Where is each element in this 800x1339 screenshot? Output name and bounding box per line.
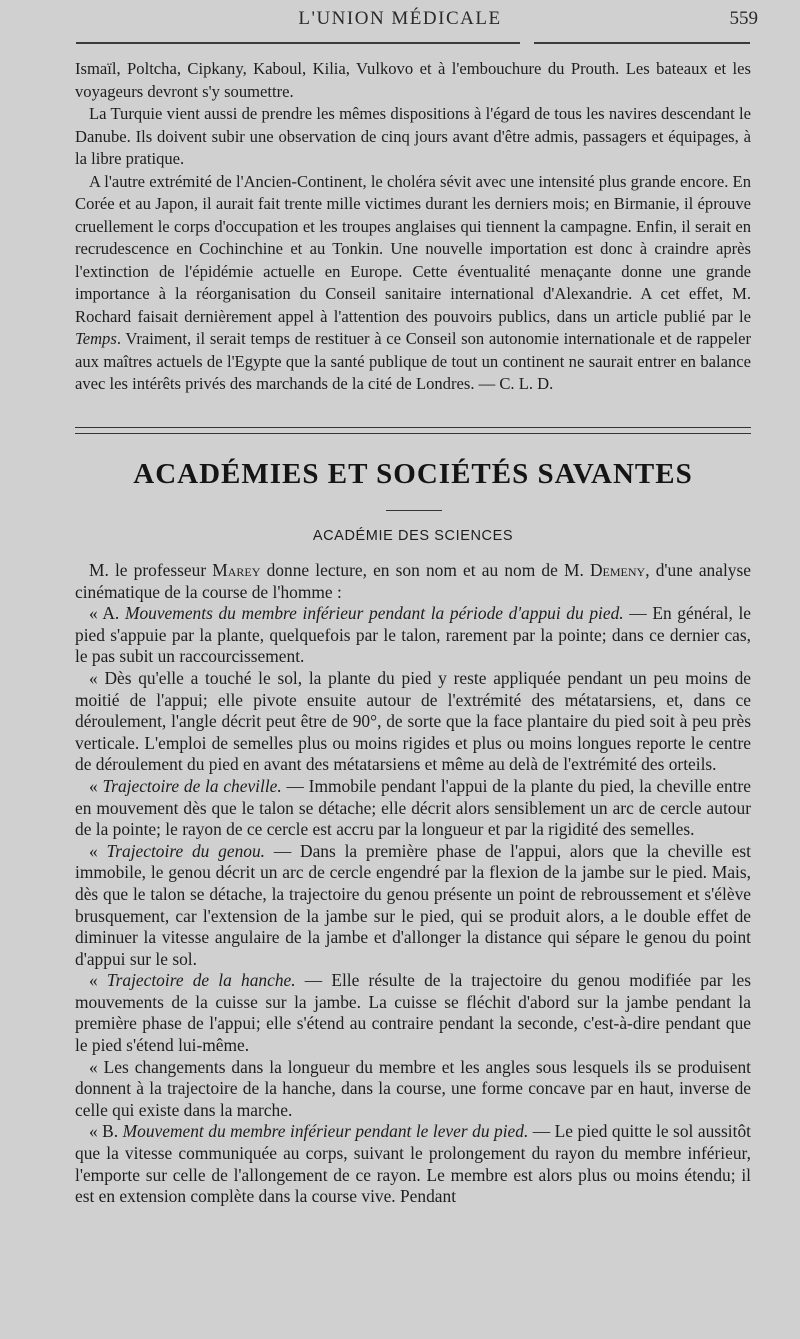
subsection-heading: Trajectoire de la cheville. — [102, 775, 282, 796]
author-name: Marey — [212, 560, 261, 580]
header-rule — [534, 42, 750, 44]
paragraph-text: « — [89, 775, 98, 796]
header-rule — [76, 42, 520, 44]
paragraph — [75, 560, 751, 603]
paragraph — [75, 1121, 751, 1207]
paragraph-text: « B. — [89, 1121, 119, 1142]
subsection-title: ACADÉMIE DES SCIENCES — [312, 528, 514, 544]
paragraph — [75, 776, 751, 841]
page-number: 559 — [729, 8, 758, 29]
paragraph-text: — Dans la première phase de l'appui, alors que la cheville est immobile, le genou décrit un arc de cercle engendré par la flexion de la jambe sur le pied. Mais, dès que le talon se détache, la trajectoire du genou présente un point de rebroussement et s'élève brusquement, car l'extension de la jambe sur le pied, qui se produit alors, a le double effet de diminuer la vitesse angulaire de la jambe et d'allonger la distance qui sépare le genou du point d'appui sur le sol. — [75, 840, 751, 969]
paragraph-text: — En général, le pied s'appuie par la plante, quelquefois par le talon, rarement par la pointe; dans ce dernier cas, le pas subit un raccourcissement. — [75, 603, 752, 667]
subsection-heading: Mouvements du membre inférieur pendant la période d'appui du pied. — [124, 603, 624, 624]
section-divider — [75, 427, 751, 434]
section-title: ACADÉMIES ET SOCIÉTÉS SAVANTES — [133, 458, 693, 490]
paragraph: La Turquie vient aussi de prendre les mêmes dispositions à l'égard de tous les navires descendant le Danube. Ils doivent subir une observation de cinq jours avant d'être admis, passagers et équipages, à la libre pratique. — [75, 104, 751, 168]
subsection-heading: Trajectoire du genou. — [106, 840, 266, 861]
paragraph-text: . Vraiment, il serait temps de restituer à ce Conseil son autonomie internationale et de rappeler aux maîtres actuels de l'Egypte que la santé publique de tout un continent ne saurait entrer en balance avec les intérêts privés des marchands de la cité de Londres. — C. L. D. — [75, 329, 751, 393]
paragraph — [75, 970, 751, 1056]
paragraph: « Dès qu'elle a touché le sol, la plante du pied y reste appliquée pendant un peu moins de moitié de l'appui; elle pivote ensuite autour de l'extrémité des métatarsiens, et, dans ce déroulement, l'angle décrit peut être de 90°, de sorte que la face plantaire du pied soit à peu près verticale. L'emploi de semelles plus ou moins rigides et plus ou moins longues reporte le centre de déroulement du pied en avant des métatarsiens et même au delà de l'extrémité des orteils. — [75, 667, 751, 775]
subsection-heading: Trajectoire de la hanche. — [106, 970, 296, 991]
paragraph: Ismaïl, Poltcha, Cipkany, Kaboul, Kilia, Vulkovo et à l'embouchure du Prouth. Les bateaux et les voyageurs devront s'y soumettre. — [75, 59, 751, 101]
academy-report — [75, 560, 751, 1208]
author-name: Demeny — [589, 560, 646, 580]
paragraph: « Les changements dans la longueur du membre et les angles sous lesquels ils se produisent donnent à la trajectoire de la hanche, dans la course, une forme concave par en haut, inverse de celle qui existe dans la marche. — [75, 1056, 751, 1120]
paragraph-text: — Elle résulte de la trajectoire du genou modifiée par les mouvements de la cuisse sur la jambe. La cuisse se fléchit d'abord sur la jambe pendant la première phase de l'appui; elle s'étend au contraire pendant la seconde, c'est-à-dire pendant que le pied s'étend lui-même. — [75, 970, 751, 1056]
paragraph-text: « — [89, 970, 98, 991]
paragraph-text: — Le pied quitte le sol aussitôt que la vitesse communiquée au corps, suivant le prolongement du rayon du membre inférieur, l'emporte sur celle de l'allongement de ce rayon. Le membre est alors plus ou moins étendu; il est en extension complète dans la course vive. Pendant — [75, 1121, 751, 1207]
cholera-article — [75, 58, 751, 396]
journal-name: Temps — [75, 329, 117, 348]
paragraph-text: A l'autre extrémité de l'Ancien-Continent, le choléra sévit avec une intensité plus grande encore. En Corée et au Japon, il aurait fait trente mille victimes durant les derniers mois; en Birmanie, il éprouve cruellement le corps d'occupation et les troupes anglaises qui tiennent la campagne. Enfin, il serait en recrudescence en Cochinchine et au Tonkin. Une nouvelle importation est donc à craindre après l'extinction de l'épidémie actuelle en Europe. Cette éventualité menaçante donne une grande importance à la réorganisation du Conseil sanitaire international d'Alexandrie. A cet effet, M. Rochard faisait dernièrement appel à l'attention des pouvoirs publics, dans un article publié par le — [75, 171, 751, 326]
paragraph — [75, 171, 751, 396]
paragraph-text: donne lecture, en son nom et au nom de M. — [266, 560, 584, 580]
paragraph-text: « A. — [89, 603, 120, 624]
paragraph-text: M. le professeur — [89, 560, 207, 580]
title-rule — [386, 510, 442, 511]
journal-title: L'UNION MÉDICALE — [298, 8, 502, 29]
paragraph-text: , d'une analyse cinématique de la course de l'homme : — [75, 560, 751, 602]
subsection-heading: Mouvement du membre inférieur pendant le lever du pied. — [122, 1121, 529, 1142]
paragraph — [75, 603, 751, 668]
running-head — [0, 8, 800, 32]
paragraph-text: — Immobile pendant l'appui de la plante du pied, la cheville entre en mouvement dès que le talon se détache; elle décrit alors sensiblement un arc de cercle autour de la pointe; le rayon de ce cercle est accru par la longueur et par la rigidité des semelles. — [75, 775, 751, 840]
paragraph-text: « — [89, 840, 98, 861]
paragraph — [75, 841, 751, 971]
